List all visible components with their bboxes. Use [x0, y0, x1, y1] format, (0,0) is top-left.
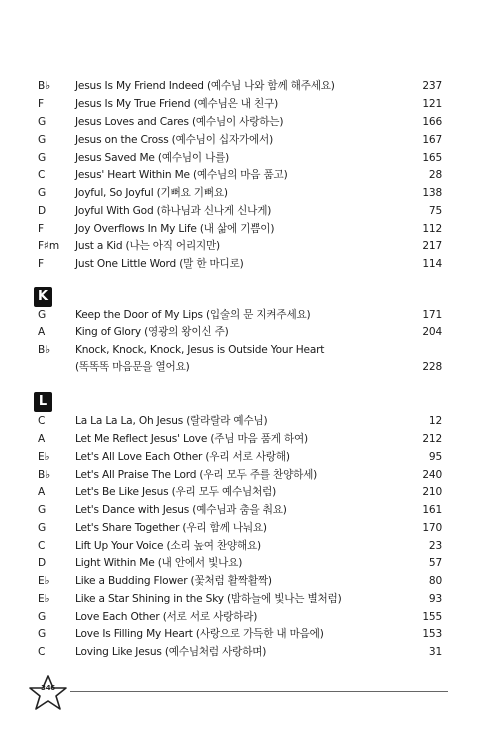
song-title: Joyful With God (하나님과 신나게 신나게): [75, 205, 272, 217]
key-signature: E♭: [38, 575, 50, 587]
page-number: 171: [422, 309, 442, 321]
index-entry: [0, 572, 500, 590]
page-number: 153: [422, 628, 442, 640]
key-signature: A: [38, 486, 46, 498]
page-number: 204: [422, 326, 442, 338]
song-title: Like a Budding Flower (꽃처럼 활짝활짝): [75, 575, 272, 587]
page-number: 75: [428, 205, 442, 217]
song-title: [75, 342, 324, 376]
page-number: 28: [428, 169, 442, 181]
index-entry: [0, 412, 500, 430]
song-title: Light Within Me (내 안에서 빛나요): [75, 557, 243, 569]
star-icon: [28, 674, 68, 712]
song-title-line-2: (똑똑똑 마음문을 열어요): [75, 361, 190, 373]
index-entry: [0, 625, 500, 643]
song-title: Jesus Is My Friend Indeed (예수님 나와 함께 해주세요): [75, 80, 335, 92]
song-title: Just One Little Word (말 한 마디로): [75, 258, 244, 270]
section-letter-l: L: [34, 392, 52, 412]
page-number: 170: [422, 522, 442, 534]
page-number: 167: [422, 134, 442, 146]
key-signature: G: [38, 152, 47, 164]
song-title: Jesus Is My True Friend (예수님은 내 친구): [75, 98, 278, 110]
page-number: 23: [428, 540, 442, 552]
song-title: Lift Up Your Voice (소리 높여 찬양해요): [75, 540, 261, 552]
song-title: Joyful, So Joyful (기뻐요 기뻐요): [75, 187, 228, 199]
page-number: 155: [422, 611, 442, 623]
song-title-line-1: Knock, Knock, Knock, Jesus is Outside Your Heart: [75, 344, 325, 356]
index-entry: [0, 323, 500, 341]
key-signature: G: [38, 187, 47, 199]
key-signature: F: [38, 223, 44, 235]
index-entry: [0, 220, 500, 238]
song-title: Let's All Praise The Lord (우리 모두 주를 찬양하세): [75, 469, 318, 481]
key-signature: A: [38, 326, 46, 338]
song-title: Love Each Other (서로 서로 사랑하라): [75, 611, 258, 623]
key-signature: D: [38, 205, 46, 217]
page-number: 165: [422, 152, 442, 164]
song-title: La La La La, Oh Jesus (랄라랄라 예수님): [75, 415, 268, 427]
key-signature: G: [38, 522, 47, 534]
key-signature: C: [38, 169, 46, 181]
page-number: 237: [422, 80, 442, 92]
song-title: Joy Overflows In My Life (내 삶에 기쁨이): [75, 223, 275, 235]
key-signature: F: [38, 258, 44, 270]
key-signature: G: [38, 116, 47, 128]
index-entry: [0, 202, 500, 220]
index-entry: [0, 483, 500, 501]
page-number: 80: [428, 575, 442, 587]
page-number: 228: [422, 361, 442, 373]
index-entry: [0, 501, 500, 519]
page-number: 240: [422, 469, 442, 481]
index-entry: [0, 537, 500, 555]
song-title: Let Me Reflect Jesus' Love (주님 마음 품게 하여): [75, 433, 308, 445]
page-number: 161: [422, 504, 442, 516]
key-signature: G: [38, 611, 47, 623]
index-entry: [0, 184, 500, 202]
page-number: 212: [422, 433, 442, 445]
song-title: Jesus' Heart Within Me (예수님의 마음 품고): [75, 169, 288, 181]
page-number: 57: [428, 557, 442, 569]
index-entry: [0, 77, 500, 95]
song-title: King of Glory (영광의 왕이신 주): [75, 326, 229, 338]
key-signature: E♭: [38, 451, 50, 463]
key-signature: C: [38, 646, 46, 658]
key-signature: F♯m: [38, 240, 59, 252]
index-entry: [0, 95, 500, 113]
song-title: Loving Like Jesus (예수님처럼 사랑하며): [75, 646, 267, 658]
index-entry: [0, 237, 500, 255]
index-entry: [0, 608, 500, 626]
song-title: Let's Share Together (우리 함께 나눠요): [75, 522, 267, 534]
index-entry: [0, 306, 500, 324]
song-title: Keep the Door of My Lips (입술의 문 지켜주세요): [75, 309, 311, 321]
page-number: 12: [428, 415, 442, 427]
key-signature: C: [38, 415, 46, 427]
key-signature: F: [38, 98, 44, 110]
page-number: 114: [422, 258, 442, 270]
key-signature: G: [38, 309, 47, 321]
key-signature: A: [38, 433, 46, 445]
page-number: 138: [422, 187, 442, 199]
index-entry: [0, 643, 500, 661]
page-number: 95: [428, 451, 442, 463]
index-entry: [0, 113, 500, 131]
key-signature: D: [38, 557, 46, 569]
key-signature: G: [38, 628, 47, 640]
index-entry: [0, 149, 500, 167]
index-entry: [0, 466, 500, 484]
index-entry: [0, 448, 500, 466]
key-signature: E♭: [38, 593, 50, 605]
page-footer-number: 346: [41, 684, 55, 692]
page-number: 93: [428, 593, 442, 605]
key-signature: B♭: [38, 469, 50, 481]
index-entry: [0, 590, 500, 608]
index-entry: [0, 131, 500, 149]
key-signature: G: [38, 504, 47, 516]
song-title: Let's Dance with Jesus (예수님과 춤을 춰요): [75, 504, 287, 516]
footer-rule: [70, 691, 448, 692]
song-title: Love Is Filling My Heart (사랑으로 가득한 내 마음에): [75, 628, 324, 640]
page-number: 166: [422, 116, 442, 128]
key-signature: C: [38, 540, 46, 552]
key-signature: B♭: [38, 80, 50, 92]
index-entry: [0, 554, 500, 572]
page-number: 121: [422, 98, 442, 110]
song-title: Like a Star Shining in the Sky (밤하늘에 빛나는 별처럼): [75, 593, 342, 605]
song-title: Jesus on the Cross (예수님이 십자가에서): [75, 134, 274, 146]
section-letter-k: K: [34, 287, 52, 307]
song-title: Jesus Loves and Cares (예수님이 사랑하는): [75, 116, 284, 128]
song-title: Let's All Love Each Other (우리 서로 사랑해): [75, 451, 290, 463]
page-number: 210: [422, 486, 442, 498]
song-title: Just a Kid (나는 아직 어리지만): [75, 240, 220, 252]
index-entry: [0, 519, 500, 537]
song-title: Jesus Saved Me (예수님이 나를): [75, 152, 230, 164]
index-entry: [0, 342, 500, 376]
key-signature: B♭: [38, 344, 50, 356]
song-title: Let's Be Like Jesus (우리 모두 예수님처럼): [75, 486, 277, 498]
page-number: 112: [422, 223, 442, 235]
page-number: 31: [428, 646, 442, 658]
index-entry: [0, 430, 500, 448]
key-signature: G: [38, 134, 47, 146]
page-number: 217: [422, 240, 442, 252]
index-entry: [0, 166, 500, 184]
index-entry: [0, 255, 500, 273]
